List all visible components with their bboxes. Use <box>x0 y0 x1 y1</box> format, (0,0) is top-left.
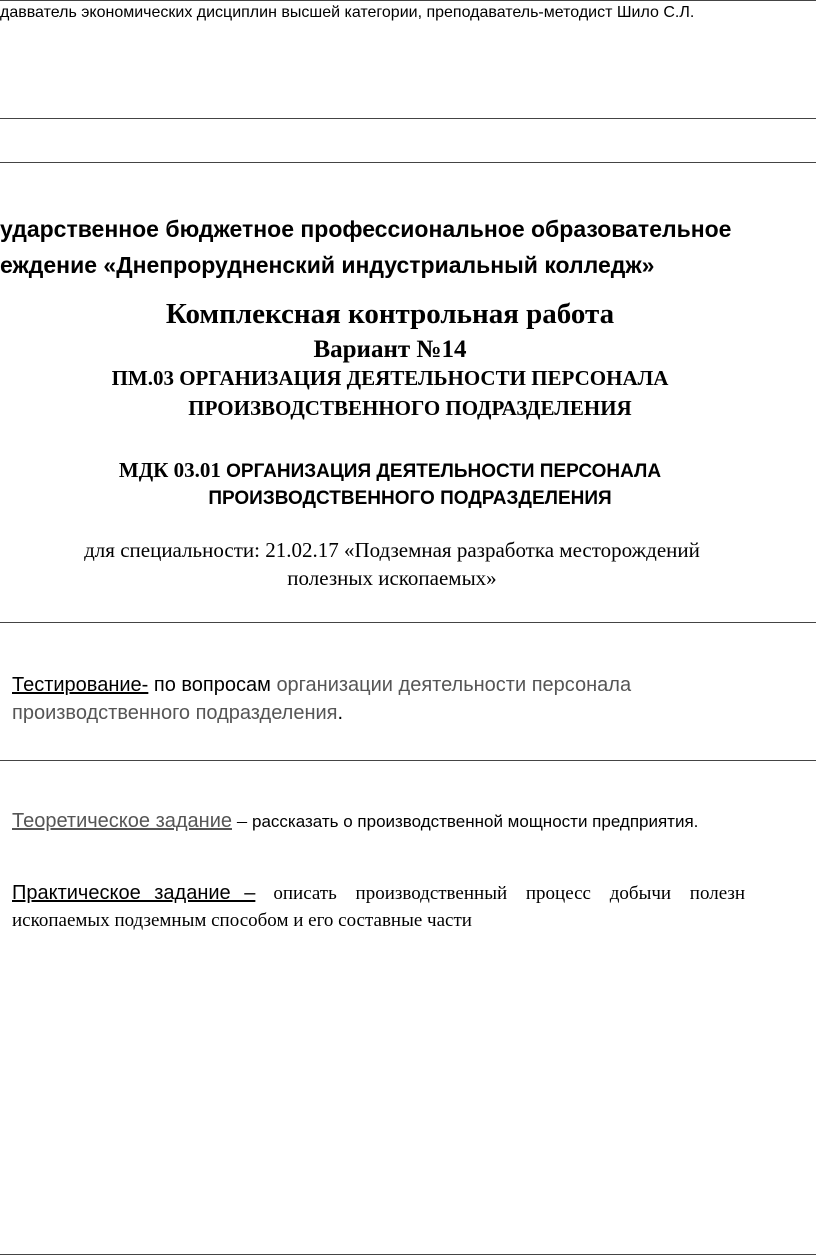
theory-text: рассказать о производственной мощности предприятия. <box>252 812 699 831</box>
testing-label: Тестирование- <box>12 674 149 696</box>
institution-line-2: еждение «Днепрорудненский индустриальный колледж» <box>0 252 655 278</box>
pm-line-1: ПМ.03 ОРГАНИЗАЦИЯ ДЕЯТЕЛЬНОСТИ ПЕРСОНАЛА <box>111 366 669 390</box>
variant-number: Вариант №14 <box>313 336 467 363</box>
practice-text-1: описать производственный процесс добычи полезн <box>273 883 746 904</box>
pm-line-2: ПРОИЗВОДСТВЕННОГО ПОДРАЗДЕЛЕНИЯ <box>188 396 632 420</box>
testing-line-2: производственного подразделения <box>12 702 338 724</box>
bottom-border <box>0 1254 816 1255</box>
testing-task-line-1 <box>12 674 631 697</box>
divider <box>0 118 816 119</box>
testing-line-2-end: . <box>337 702 344 724</box>
mdk-title-1: ОРГАНИЗАЦИЯ ДЕЯТЕЛЬНОСТИ ПЕРСОНАЛА <box>226 461 662 482</box>
testing-text-1: по вопросам <box>148 674 277 696</box>
practice-task-line-2: ископаемых подземным способом и его составные части <box>12 910 472 931</box>
theory-task <box>12 810 698 833</box>
practice-label: Практическое задание – <box>12 882 256 904</box>
divider <box>0 760 816 761</box>
theory-label: Теоретическое задание <box>12 810 232 832</box>
testing-task-line-2 <box>12 702 343 725</box>
specialty-line-2: полезных ископаемых» <box>287 566 497 590</box>
practice-task-line-1 <box>12 882 816 905</box>
divider <box>0 622 816 623</box>
mdk-code: МДК 03.01 <box>118 458 227 482</box>
divider <box>0 162 816 163</box>
author-line: давватель экономических дисциплин высшей категории, преподаватель-методист Шило С.Л. <box>0 4 695 21</box>
top-border <box>0 0 816 1</box>
mdk-line-2: ПРОИЗВОДСТВЕННОГО ПОДРАЗДЕЛЕНИЯ <box>208 488 612 509</box>
specialty-line-1: для специальности: 21.02.17 «Подземная разработка месторождений <box>84 538 700 562</box>
mdk-line-1 <box>0 458 780 483</box>
theory-dash: – <box>232 810 252 832</box>
institution-line-1: ударственное бюджетное профессиональное образовательное <box>0 216 732 242</box>
work-title: Комплексная контрольная работа <box>165 298 615 330</box>
testing-text-2: организации деятельности персонала <box>276 674 632 696</box>
